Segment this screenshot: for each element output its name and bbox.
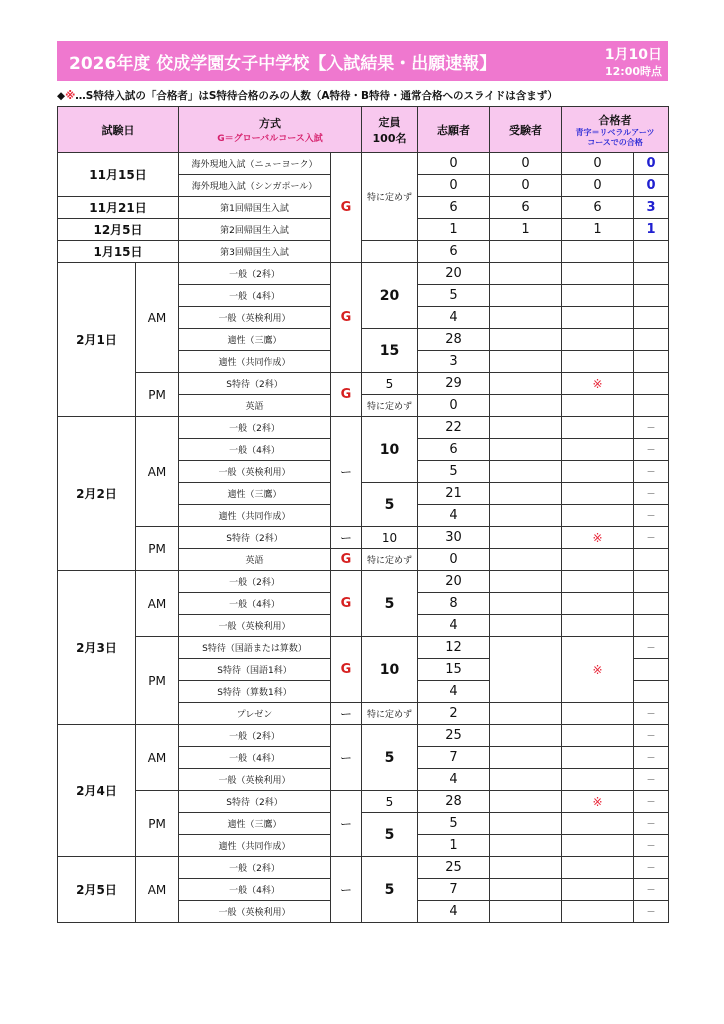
applicants-cell: 5	[418, 461, 490, 483]
applicants-cell: 4	[418, 615, 490, 637]
capacity-cell: 5	[362, 483, 418, 527]
dash-cell: ー	[331, 791, 362, 857]
minus-cell: －	[634, 417, 669, 439]
col-passers: 合格者 青字＝リベラルアーツ コースでの合格	[562, 107, 669, 153]
col-examinees: 受験者	[490, 107, 562, 153]
minus-cell: －	[634, 637, 669, 659]
applicants-cell: 28	[418, 329, 490, 351]
applicants-cell: 6	[418, 197, 490, 219]
date-cell: 11月15日	[58, 153, 179, 197]
minus-cell: －	[634, 747, 669, 769]
dash-cell: ー	[331, 703, 362, 725]
minus-cell: －	[634, 857, 669, 879]
method-cell: 英語	[179, 395, 331, 417]
applicants-cell: 7	[418, 747, 490, 769]
capacity-cell: 10	[362, 637, 418, 703]
applicants-cell: 20	[418, 571, 490, 593]
method-cell: 適性（共同作成）	[179, 351, 331, 373]
minus-cell: －	[634, 505, 669, 527]
method-cell: 第3回帰国生入試	[179, 241, 331, 263]
method-cell: 一般（4科）	[179, 439, 331, 461]
capacity-cell: 特に定めず	[362, 153, 418, 241]
capacity-cell: 10	[362, 417, 418, 483]
kome-mark: ※	[562, 637, 634, 703]
method-cell: 一般（2科）	[179, 857, 331, 879]
title-bar	[57, 41, 668, 81]
note-text: …S特待入試の「合格者」はS特待合格のみの人数（A特待・B特待・通常合格へのスライドは含まず）	[75, 90, 558, 102]
table-row	[58, 241, 669, 263]
note	[57, 88, 558, 103]
method-cell: S特待（国語または算数）	[179, 637, 331, 659]
minus-cell: －	[634, 725, 669, 747]
applicants-cell: 0	[418, 395, 490, 417]
la-passers-cell: 0	[634, 175, 669, 197]
applicants-cell: 7	[418, 879, 490, 901]
applicants-cell: 0	[418, 549, 490, 571]
table-row	[58, 725, 669, 747]
method-cell: 一般（英検利用）	[179, 615, 331, 637]
method-cell: 適性（共同作成）	[179, 835, 331, 857]
g-cell: G	[331, 153, 362, 263]
capacity-cell: 5	[362, 813, 418, 857]
minus-cell: －	[634, 835, 669, 857]
capacity-cell: 10	[362, 527, 418, 549]
applicants-cell: 6	[418, 241, 490, 263]
g-cell: G	[331, 637, 362, 703]
capacity-cell: 特に定めず	[362, 395, 418, 417]
method-cell: 一般（2科）	[179, 571, 331, 593]
col-date: 試験日	[58, 107, 179, 153]
examinees-cell: 0	[490, 153, 562, 175]
examinees-cell: 1	[490, 219, 562, 241]
kome-mark: ※	[562, 791, 634, 813]
method-cell: 第1回帰国生入試	[179, 197, 331, 219]
applicants-cell: 6	[418, 439, 490, 461]
session-cell: PM	[136, 527, 179, 571]
examinees-cell: 6	[490, 197, 562, 219]
method-cell: 一般（2科）	[179, 417, 331, 439]
applicants-cell: 25	[418, 857, 490, 879]
applicants-cell: 4	[418, 681, 490, 703]
table-row	[58, 373, 669, 395]
capacity-cell: 15	[362, 329, 418, 373]
applicants-cell: 4	[418, 769, 490, 791]
passers-cell: 0	[562, 153, 634, 175]
minus-cell: －	[634, 901, 669, 923]
note-bullet: ◆	[57, 90, 66, 102]
method-cell: 一般（英検利用）	[179, 769, 331, 791]
applicants-cell: 12	[418, 637, 490, 659]
capacity-cell: 5	[362, 725, 418, 791]
kome-mark: ※	[562, 527, 634, 549]
method-cell: 一般（4科）	[179, 747, 331, 769]
page-title: 2026年度 佼成学園女子中学校【入試結果・出願速報】	[69, 54, 497, 74]
dash-cell: ー	[331, 857, 362, 923]
method-cell: 適性（三鷹）	[179, 813, 331, 835]
g-cell: G	[331, 571, 362, 637]
applicants-cell: 4	[418, 505, 490, 527]
la-passers-cell: 3	[634, 197, 669, 219]
method-cell: S特待（2科）	[179, 373, 331, 395]
capacity-cell: 特に定めず	[362, 549, 418, 571]
date-cell: 2月1日	[58, 263, 136, 417]
method-cell: 一般（4科）	[179, 285, 331, 307]
applicants-cell: 30	[418, 527, 490, 549]
date-cell: 2月2日	[58, 417, 136, 571]
minus-cell: －	[634, 879, 669, 901]
session-cell: PM	[136, 373, 179, 417]
method-cell: 一般（英検利用）	[179, 901, 331, 923]
minus-cell: －	[634, 439, 669, 461]
minus-cell: －	[634, 769, 669, 791]
table-row	[58, 153, 669, 175]
applicants-cell: 1	[418, 219, 490, 241]
table-row	[58, 857, 669, 879]
method-cell: 適性（共同作成）	[179, 505, 331, 527]
update-date: 1月10日	[604, 47, 662, 63]
date-cell: 2月3日	[58, 571, 136, 725]
method-cell: 海外現地入試（シンガポール）	[179, 175, 331, 197]
update-time: 12:00時点	[604, 65, 662, 78]
table-row	[58, 417, 669, 439]
table-row	[58, 263, 669, 285]
capacity-cell: 5	[362, 791, 418, 813]
capacity-cell: 特に定めず	[362, 703, 418, 725]
capacity-cell: 5	[362, 571, 418, 637]
date-cell: 2月5日	[58, 857, 136, 923]
capacity-cell: 5	[362, 857, 418, 923]
capacity-cell: 20	[362, 263, 418, 329]
applicants-cell: 5	[418, 813, 490, 835]
g-cell: G	[331, 373, 362, 417]
applicants-cell: 20	[418, 263, 490, 285]
la-passers-cell: 1	[634, 219, 669, 241]
method-cell: 適性（三鷹）	[179, 329, 331, 351]
method-cell: S特待（2科）	[179, 527, 331, 549]
date-cell: 11月21日	[58, 197, 179, 219]
la-passers-cell: 0	[634, 153, 669, 175]
method-cell: 海外現地入試（ニューヨーク）	[179, 153, 331, 175]
method-cell: 一般（2科）	[179, 263, 331, 285]
method-cell: 適性（三鷹）	[179, 483, 331, 505]
session-cell: AM	[136, 263, 179, 373]
table-row	[58, 791, 669, 813]
method-cell: 一般（4科）	[179, 879, 331, 901]
method-cell: 一般（英検利用）	[179, 461, 331, 483]
applicants-cell: 15	[418, 659, 490, 681]
minus-cell: －	[634, 527, 669, 549]
g-cell: G	[331, 263, 362, 373]
applicants-cell: 8	[418, 593, 490, 615]
method-cell: 第2回帰国生入試	[179, 219, 331, 241]
applicants-cell: 0	[418, 175, 490, 197]
minus-cell: －	[634, 813, 669, 835]
date-cell: 1月15日	[58, 241, 179, 263]
applicants-cell: 22	[418, 417, 490, 439]
kome-mark: ※	[562, 373, 634, 395]
applicants-cell: 5	[418, 285, 490, 307]
capacity-cell	[362, 241, 418, 263]
applicants-cell: 1	[418, 835, 490, 857]
passers-cell: 0	[562, 175, 634, 197]
dash-cell: ー	[331, 417, 362, 527]
minus-cell: －	[634, 791, 669, 813]
session-cell: AM	[136, 571, 179, 637]
table-row	[58, 571, 669, 593]
minus-cell: －	[634, 483, 669, 505]
applicants-cell: 4	[418, 307, 490, 329]
note-mark: ※	[65, 90, 76, 102]
date-cell: 12月5日	[58, 219, 179, 241]
minus-cell: －	[634, 461, 669, 483]
method-cell: S特待（算数1科）	[179, 681, 331, 703]
examinees-cell: 0	[490, 175, 562, 197]
method-cell: S特待（2科）	[179, 791, 331, 813]
date-cell: 2月4日	[58, 725, 136, 857]
session-cell: AM	[136, 725, 179, 791]
col-applicants: 志願者	[418, 107, 490, 153]
dash-cell: ー	[331, 527, 362, 549]
dash-cell: ー	[331, 725, 362, 791]
session-cell: PM	[136, 791, 179, 857]
applicants-cell: 25	[418, 725, 490, 747]
applicants-cell: 2	[418, 703, 490, 725]
session-cell: AM	[136, 417, 179, 527]
applicants-cell: 3	[418, 351, 490, 373]
session-cell: PM	[136, 637, 179, 725]
capacity-cell: 5	[362, 373, 418, 395]
method-cell: プレゼン	[179, 703, 331, 725]
table-row	[58, 637, 669, 659]
method-cell: 一般（英検利用）	[179, 307, 331, 329]
col-method: 方式 G＝グローバルコース入試	[179, 107, 362, 153]
minus-cell: －	[634, 703, 669, 725]
applicants-cell: 21	[418, 483, 490, 505]
applicants-cell: 28	[418, 791, 490, 813]
header-row	[58, 107, 669, 153]
table-row	[58, 527, 669, 549]
applicants-cell: 0	[418, 153, 490, 175]
results-table	[57, 106, 669, 923]
method-cell: 一般（2科）	[179, 725, 331, 747]
applicants-cell: 4	[418, 901, 490, 923]
col-capacity: 定員 100名	[362, 107, 418, 153]
method-cell: S特待（国語1科）	[179, 659, 331, 681]
session-cell: AM	[136, 857, 179, 923]
method-cell: 一般（4科）	[179, 593, 331, 615]
g-cell: G	[331, 549, 362, 571]
method-cell: 英語	[179, 549, 331, 571]
passers-cell: 1	[562, 219, 634, 241]
applicants-cell: 29	[418, 373, 490, 395]
passers-cell: 6	[562, 197, 634, 219]
